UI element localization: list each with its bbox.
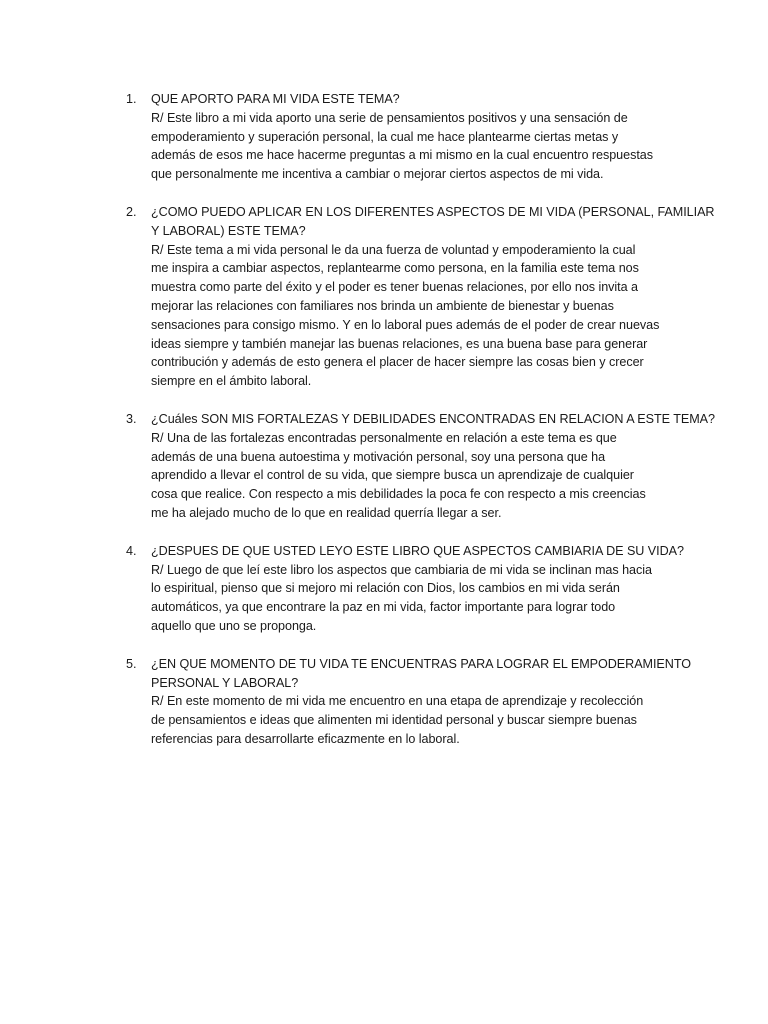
answer-line: aquello que uno se proponga.: [151, 618, 317, 633]
question-line: PERSONAL Y LABORAL?: [151, 675, 299, 690]
answer-line: ideas siempre y también manejar las buenas relaciones, es una buena base para generar: [151, 336, 648, 351]
question-answer-list: [126, 90, 715, 768]
answer-line: R/ En este momento de mi vida me encuentro en una etapa de aprendizaje y recolección: [151, 694, 644, 709]
answer-line: siempre en el ámbito laboral.: [151, 374, 312, 389]
question-line: Y LABORAL) ESTE TEMA?: [151, 223, 306, 238]
question-text: [151, 410, 715, 429]
question-text: [151, 90, 666, 109]
answer-text: [151, 561, 666, 636]
list-item: [126, 203, 715, 391]
answer-line: sensaciones para consigo mismo. Y en lo laboral pues además de el poder de crear nuevas: [151, 317, 660, 332]
item-number: 2.: [126, 204, 137, 219]
item-number: 5.: [126, 656, 137, 671]
answer-text: [151, 692, 666, 748]
question-line: QUE APORTO PARA MI VIDA ESTE TEMA?: [151, 92, 400, 106]
question-line: ¿EN QUE MOMENTO DE TU VIDA TE ENCUENTRAS PARA LOGRAR EL EMPODERAMIENTO: [151, 656, 691, 671]
answer-line: lo espiritual, pienso que si mejoro mi relación con Dios, los cambios en mi vida serán: [151, 581, 620, 596]
answer-line: automáticos, ya que encontrare la paz en mi vida, factor importante para lograr todo: [151, 600, 616, 615]
answer-line: contribución y además de esto genera el placer de hacer siempre las cosas bien y crecer: [151, 355, 644, 370]
answer-line: me inspira a cambiar aspectos, replantearme como persona, en la familia este tema nos: [151, 261, 639, 276]
question-text: [151, 655, 691, 693]
item-number: 3.: [126, 411, 137, 426]
answer-line: aprendido a llevar el control de su vida, que siempre busca un aprendizaje de cualquier: [151, 468, 634, 483]
answer-text: [151, 241, 666, 391]
question-line: ¿Cuáles SON MIS FORTALEZAS Y DEBILIDADES ENCONTRADAS EN RELACION A ESTE TEMA?: [151, 411, 715, 426]
question-text: [151, 542, 684, 561]
answer-line: muestra como parte del éxito y el poder es tener buenas relaciones, por ello nos invita a: [151, 280, 638, 295]
list-item: [126, 410, 715, 523]
item-number: 4.: [126, 543, 137, 558]
answer-line: además de una buena autoestima y motivación personal, soy una persona que ha: [151, 449, 606, 464]
answer-line: cosa que realice. Con respecto a mis debilidades la poca fe con respecto a mis creencias: [151, 487, 646, 502]
answer-line: empoderamiento y superación personal, la cual me hace plantearme ciertas metas y: [151, 129, 619, 144]
answer-line: que personalmente me incentiva a cambiar o mejorar ciertos aspectos de mi vida.: [151, 167, 604, 182]
answer-line: de pensamientos e ideas que alimenten mi identidad personal y buscar siempre buenas: [151, 713, 637, 728]
answer-line: me ha alejado mucho de lo que en realidad querría llegar a ser.: [151, 505, 502, 520]
answer-line: R/ Este libro a mi vida aporto una serie de pensamientos positivos y una sensación de: [151, 110, 628, 125]
list-item: [126, 90, 666, 184]
answer-line: además de esos me hace hacerme preguntas a mi mismo en la cual encuentro respuestas: [151, 148, 653, 163]
question-text: [151, 203, 715, 241]
answer-line: referencias para desarrollarte eficazmente en lo laboral.: [151, 731, 460, 746]
answer-text: [151, 429, 666, 523]
answer-line: R/ Una de las fortalezas encontradas personalmente en relación a este tema es que: [151, 430, 617, 445]
answer-line: R/ Este tema a mi vida personal le da una fuerza de voluntad y empoderamiento la cual: [151, 242, 636, 257]
list-item: [126, 655, 691, 749]
question-line: ¿COMO PUEDO APLICAR EN LOS DIFERENTES ASPECTOS DE MI VIDA (PERSONAL, FAMILIAR: [151, 204, 715, 219]
answer-line: R/ Luego de que leí este libro los aspectos que cambiaria de mi vida se inclinan mas hacia: [151, 562, 652, 577]
answer-text: [151, 109, 666, 184]
list-item: [126, 542, 684, 636]
answer-line: mejorar las relaciones con familiares nos brinda un ambiente de bienestar y buenas: [151, 298, 614, 313]
question-line: ¿DESPUES DE QUE USTED LEYO ESTE LIBRO QUE ASPECTOS CAMBIARIA DE SU VIDA?: [151, 543, 684, 558]
item-number: 1.: [126, 92, 137, 106]
